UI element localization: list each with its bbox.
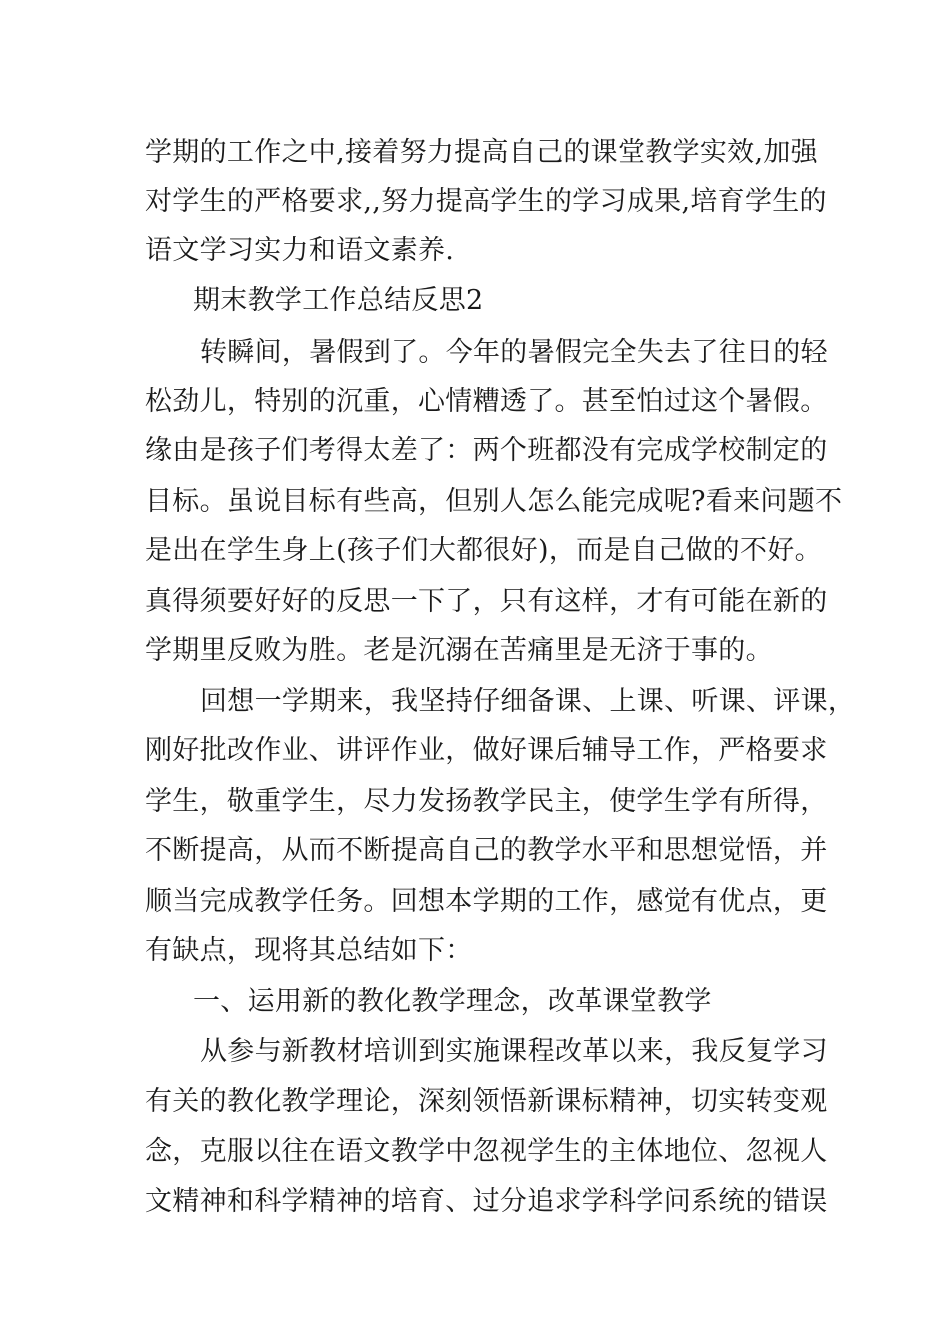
text-line: 学期里反败为胜。老是沉溺在苦痛里是无济于事的。 xyxy=(145,635,773,666)
text-line: 语文学习实力和语文素养. xyxy=(145,235,455,266)
text-line: 从参与新教材培训到实施课程改革以来，我反复学习 xyxy=(200,1036,828,1067)
text-line: 转瞬间，暑假到了。今年的暑假完全失去了往日的轻 xyxy=(200,337,828,368)
text-line: 文精神和科学精神的培育、过分追求学科学问系统的错误 xyxy=(145,1186,828,1217)
text-line: 不断提高，从而不断提高自己的教学水平和思想觉悟，并 xyxy=(145,835,828,866)
text-line: 目标。虽说目标有些高，但别人怎么能完成呢?看来问题不 xyxy=(145,486,843,517)
text-line: 真得须要好好的反思一下了，只有这样，才有可能在新的 xyxy=(145,586,828,617)
text-line: 顺当完成教学任务。回想本学期的工作，感觉有优点，更 xyxy=(145,886,828,917)
text-line: 是出在学生身上(孩子们大都很好)，而是自己做的不好。 xyxy=(145,535,822,566)
text-line: 刚好批改作业、讲评作业，做好课后辅导工作，严格要求 xyxy=(145,735,828,766)
text-line: 松劲儿，特别的沉重，心情糟透了。甚至怕过这个暑假。 xyxy=(145,386,828,417)
text-line: 学期的工作之中,接着努力提高自己的课堂教学实效,加强 xyxy=(145,137,818,168)
text-line: 学生，敬重学生，尽力发扬教学民主，使学生学有所得， xyxy=(145,786,828,817)
section-heading: 一、运用新的教化教学理念，改革课堂教学 xyxy=(193,986,712,1017)
text-line: 有关的教化教学理论，深刻领悟新课标精神，切实转变观 xyxy=(145,1086,828,1117)
text-line: 念，克服以往在语文教学中忽视学生的主体地位、忽视人 xyxy=(145,1136,828,1167)
section-heading: 期末教学工作总结反思2 xyxy=(193,285,484,316)
text-line: 有缺点，现将其总结如下： xyxy=(145,935,473,966)
text-line: 回想一学期来，我坚持仔细备课、上课、听课、评课， xyxy=(200,686,856,717)
text-line: 缘由是孩子们考得太差了：两个班都没有完成学校制定的 xyxy=(145,435,828,466)
text-line: 对学生的严格要求,,努力提高学生的学习成果,培育学生的 xyxy=(145,186,827,217)
